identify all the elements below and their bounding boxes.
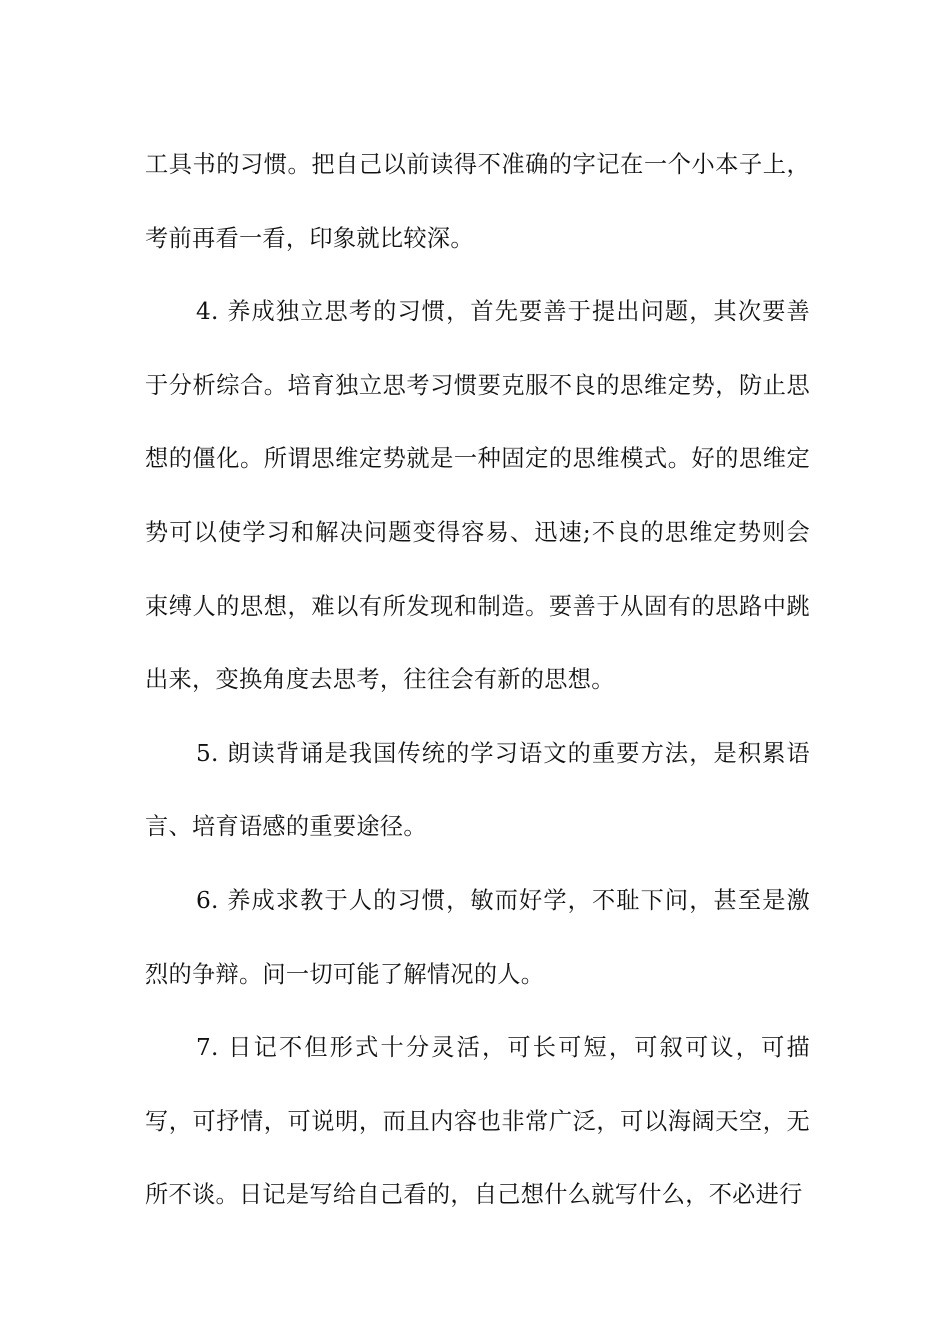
document-body [145,128,810,1232]
paragraph-item-4: 4. 养成独立思考的习惯，首先要善于提出问题，其次要善于分析综合。培育独立思考习惯要克服不良的思维定势，防止思想的僵化。所谓思维定势就是一种固定的思维模式。好的思维定势可以使学习和解决问题变得容易、迅速;不良的思维定势则会束缚人的思想，难以有所发现和制造。要善于从固有的思路中跳出来，变换角度去思考，往往会有新的思想。 [145,298,810,694]
paragraph-item-6: 6. 养成求教于人的习惯，敏而好学，不耻下问，甚至是激烈的争辩。问一切可能了解情况的人。 [145,886,810,988]
paragraph-item-5: 5. 朗读背诵是我国传统的学习语文的重要方法，是积累语言、培育语感的重要途径。 [145,739,810,841]
paragraph-continuation: 工具书的习惯。把自己以前读得不准确的字记在一个小本子上，考前再看一看，印象就比较深。 [145,151,810,252]
paragraph-item-7: 7. 日记不但形式十分灵活，可长可短，可叙可议，可描写，可抒情，可说明，而且内容也非常广泛，可以海阔天空，无所不谈。日记是写给自己看的，自己想什么就写什么，不必进行 [145,1034,810,1209]
